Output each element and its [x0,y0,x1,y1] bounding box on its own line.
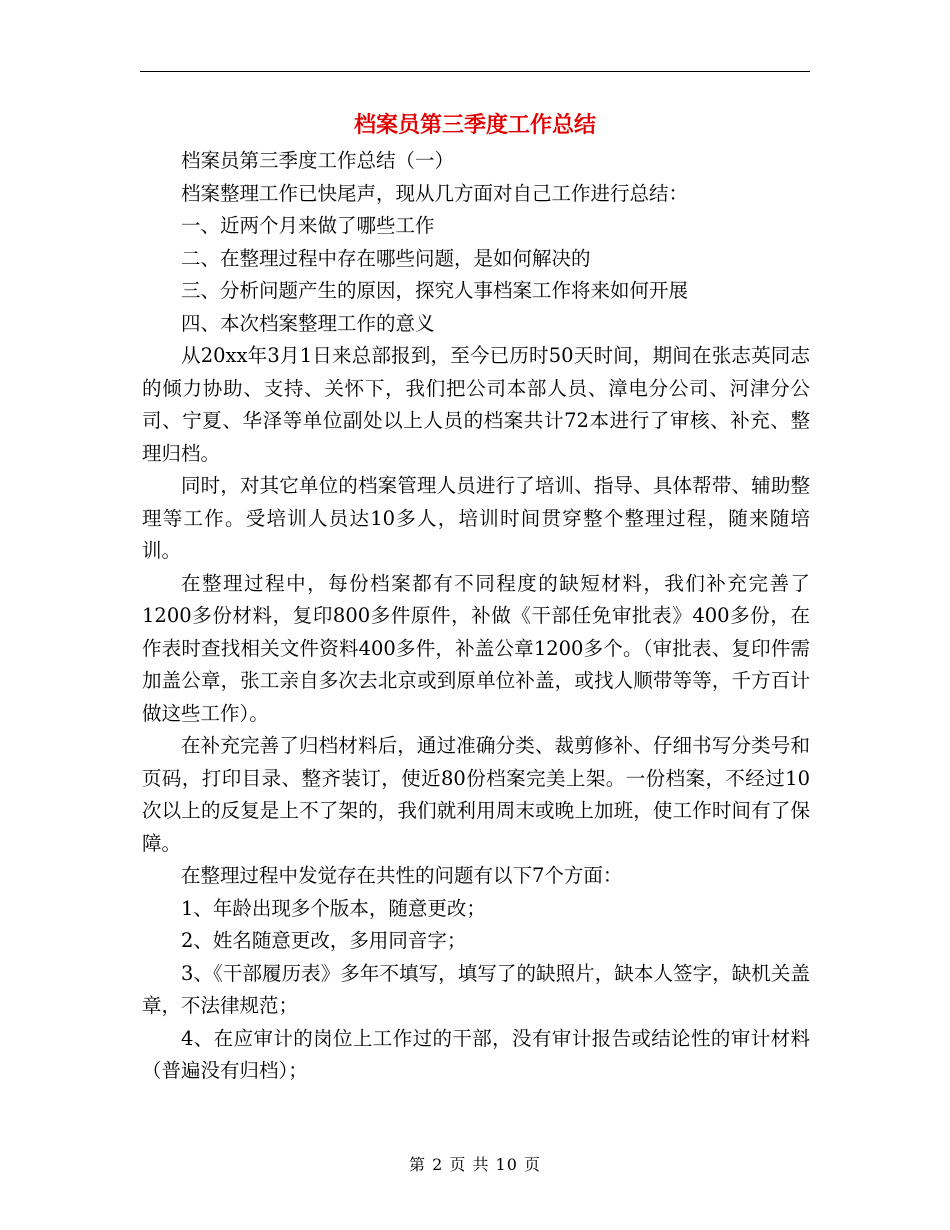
list-item-issue-3: 3、《干部履历表》多年不填写，填写了的缺照片，缺本人签字，缺机关盖章，不法律规范； [142,961,810,1017]
paragraph-body-4: 在补充完善了归档材料后，通过准确分类、裁剪修补、仔细书写分类号和页码，打印目录、整齐装订，使近80份档案完美上架。一份档案，不经过10次以上的反复是上不了架的，我们就利用周末或晚上加班，使工作时间有了保障。 [142,734,810,855]
paragraph-outline-2: 二、在整理过程中存在哪些问题，是如何解决的 [181,246,591,270]
paragraph-issues-heading: 在整理过程中发觉存在共性的问题有以下7个方面： [181,864,623,887]
page-footer: 第 2 页 共 10 页 [409,1155,541,1174]
paragraph-outline-4: 四、本次档案整理工作的意义 [181,311,435,335]
paragraph-body-3: 在整理过程中，每份档案都有不同程度的缺短材料，我们补充完善了1200多份材料，复印800多件原件，补做《干部任免审批表》400多份，在作表时查找相关文件资料400多件，补盖公章1200多个。（审批表、复印件需加盖公章，张工亲自多次去北京或到原单位补盖，或找人顺带等等，千方百计做这些工作）。 [142,571,810,725]
paragraph-outline-1: 一、近两个月来做了哪些工作 [181,214,435,237]
list-item-issue-4: 4、在应审计的岗位上工作过的干部，没有审计报告或结论性的审计材料（普遍没有归档）； [142,1026,810,1082]
list-item-issue-2: 2、姓名随意更改，多用同音字； [181,929,467,952]
paragraph-intro: 档案整理工作已快尾声，现从几方面对自己工作进行总结： [181,181,689,205]
list-item-issue-1: 1、年龄出现多个版本，随意更改； [181,896,486,920]
document-title: 档案员第三季度工作总结 [353,113,596,138]
paragraph-body-2: 同时，对其它单位的档案管理人员进行了培训、指导、具体帮带、辅助整理等工作。受培训人员达10多人，培训时间贯穿整个整理过程，随来随培训。 [142,474,810,562]
header-rule [140,71,810,72]
paragraph-body-1: 从20xx年3月1日来总部报到，至今已历时50天时间，期间在张志英同志的倾力协助、支持、关怀下，我们把公司本部人员、漳电分公司、河津分公司、宁夏、华泽等单位副处以上人员的档案共计72本进行了审核、补充、整理归档。 [142,344,810,465]
paragraph-outline-3: 三、分析问题产生的原因，探究人事档案工作将来如何开展 [181,279,689,302]
document-body [142,145,810,1088]
paragraph-subtitle: 档案员第三季度工作总结（一） [181,149,455,172]
